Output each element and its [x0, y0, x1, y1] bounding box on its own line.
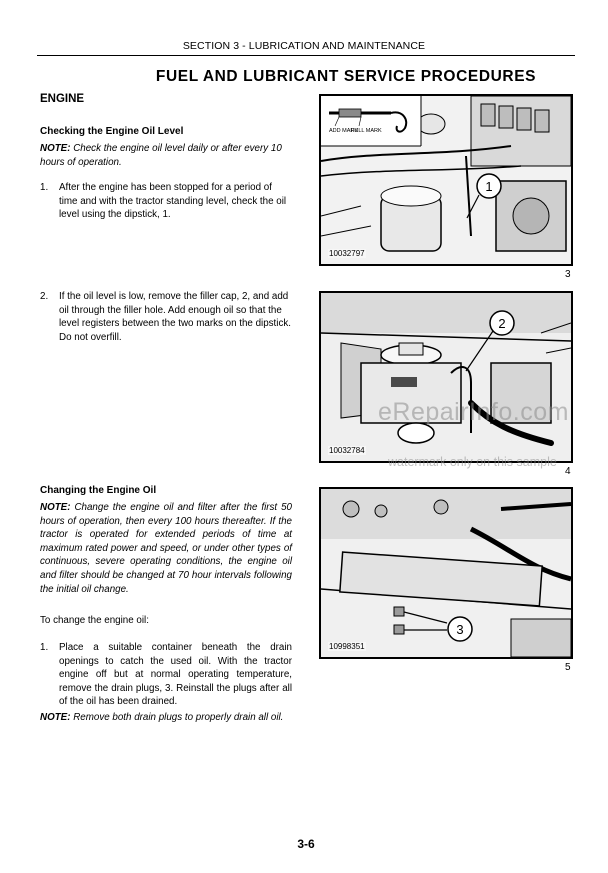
figure-number: 3	[565, 269, 571, 280]
step-text: Place a suitable container beneath the drain openings to catch the used oil. With the tractor engine off but at normal operating temperature, remove the drain plugs, 3. Reinstall the plugs after all of the oil has been drained.	[59, 642, 292, 708]
note-text: Change the engine oil and filter after the first 50 hours of operation, then every 100 hours thereafter. If the tractor is operated for extended periods of time at maximum rated power and speed, or under other types of continuous, severe operating conditions, the engine oil and filter should be changed at 70 hour intervals following the initial oil change.	[40, 502, 292, 595]
note-label: NOTE:	[40, 712, 71, 723]
figure-filler-cap	[319, 291, 573, 463]
page-number: 3-6	[297, 837, 315, 851]
note-text: Remove both drain plugs to properly drain all oil.	[70, 712, 284, 723]
figure-code: 10998351	[329, 642, 365, 651]
watermark-caption: watermark only on this sample	[388, 455, 557, 469]
drain-plugs-illustration	[321, 489, 571, 657]
callout-dipstick: 1	[485, 179, 493, 194]
section-header: SECTION 3 - LUBRICATION AND MAINTENANCE	[182, 40, 426, 52]
page-title: FUEL AND LUBRICANT SERVICE PROCEDURES	[155, 68, 537, 85]
section-heading: ENGINE	[40, 93, 85, 105]
note-text: Check the engine oil level daily or after every 10 hours of operation.	[40, 143, 282, 168]
step-number: 1.	[40, 182, 49, 193]
figure-number: 5	[565, 662, 571, 673]
step-number: 2.	[40, 291, 49, 302]
step-text: If the oil level is low, remove the filler cap, 2, and add oil through the filler hole. Add enough oil so that the level registers between the two marks on the dipstick. Do not overfill.	[59, 291, 291, 343]
subsection-heading-check-level: Checking the Engine Oil Level	[40, 126, 184, 137]
figure-drain-plugs	[319, 487, 573, 659]
figure-code: 10032797	[329, 249, 365, 258]
step-check-dipstick	[40, 181, 292, 222]
watermark-site: eRepairInfo.com	[378, 398, 569, 426]
filler-cap-illustration	[321, 293, 571, 461]
note-check-interval	[40, 142, 292, 169]
figure-dipstick	[319, 94, 573, 266]
note-drain-plugs	[40, 711, 292, 725]
dipstick-add-label: ADD MARK	[329, 128, 359, 134]
note-change-interval	[40, 501, 292, 596]
callout-filler-cap: 2	[498, 316, 506, 331]
note-label: NOTE:	[40, 502, 71, 513]
step-number: 1.	[40, 642, 49, 653]
step-drain-oil	[40, 641, 292, 709]
engine-dipstick-illustration	[321, 96, 571, 264]
step-text: After the engine has been stopped for a period of time and with the tractor standing level, check the oil level using the dipstick, 1.	[59, 182, 287, 221]
figure-code: 10032784	[329, 446, 365, 455]
figure-number: 4	[565, 466, 571, 477]
callout-drain-plugs: 3	[456, 622, 464, 637]
note-label: NOTE:	[40, 143, 71, 154]
change-oil-intro: To change the engine oil:	[40, 615, 149, 626]
subsection-heading-change-oil: Changing the Engine Oil	[40, 485, 157, 496]
step-add-oil	[40, 290, 292, 344]
header-divider	[37, 55, 575, 56]
dipstick-full-label: FULL MARK	[351, 128, 382, 134]
